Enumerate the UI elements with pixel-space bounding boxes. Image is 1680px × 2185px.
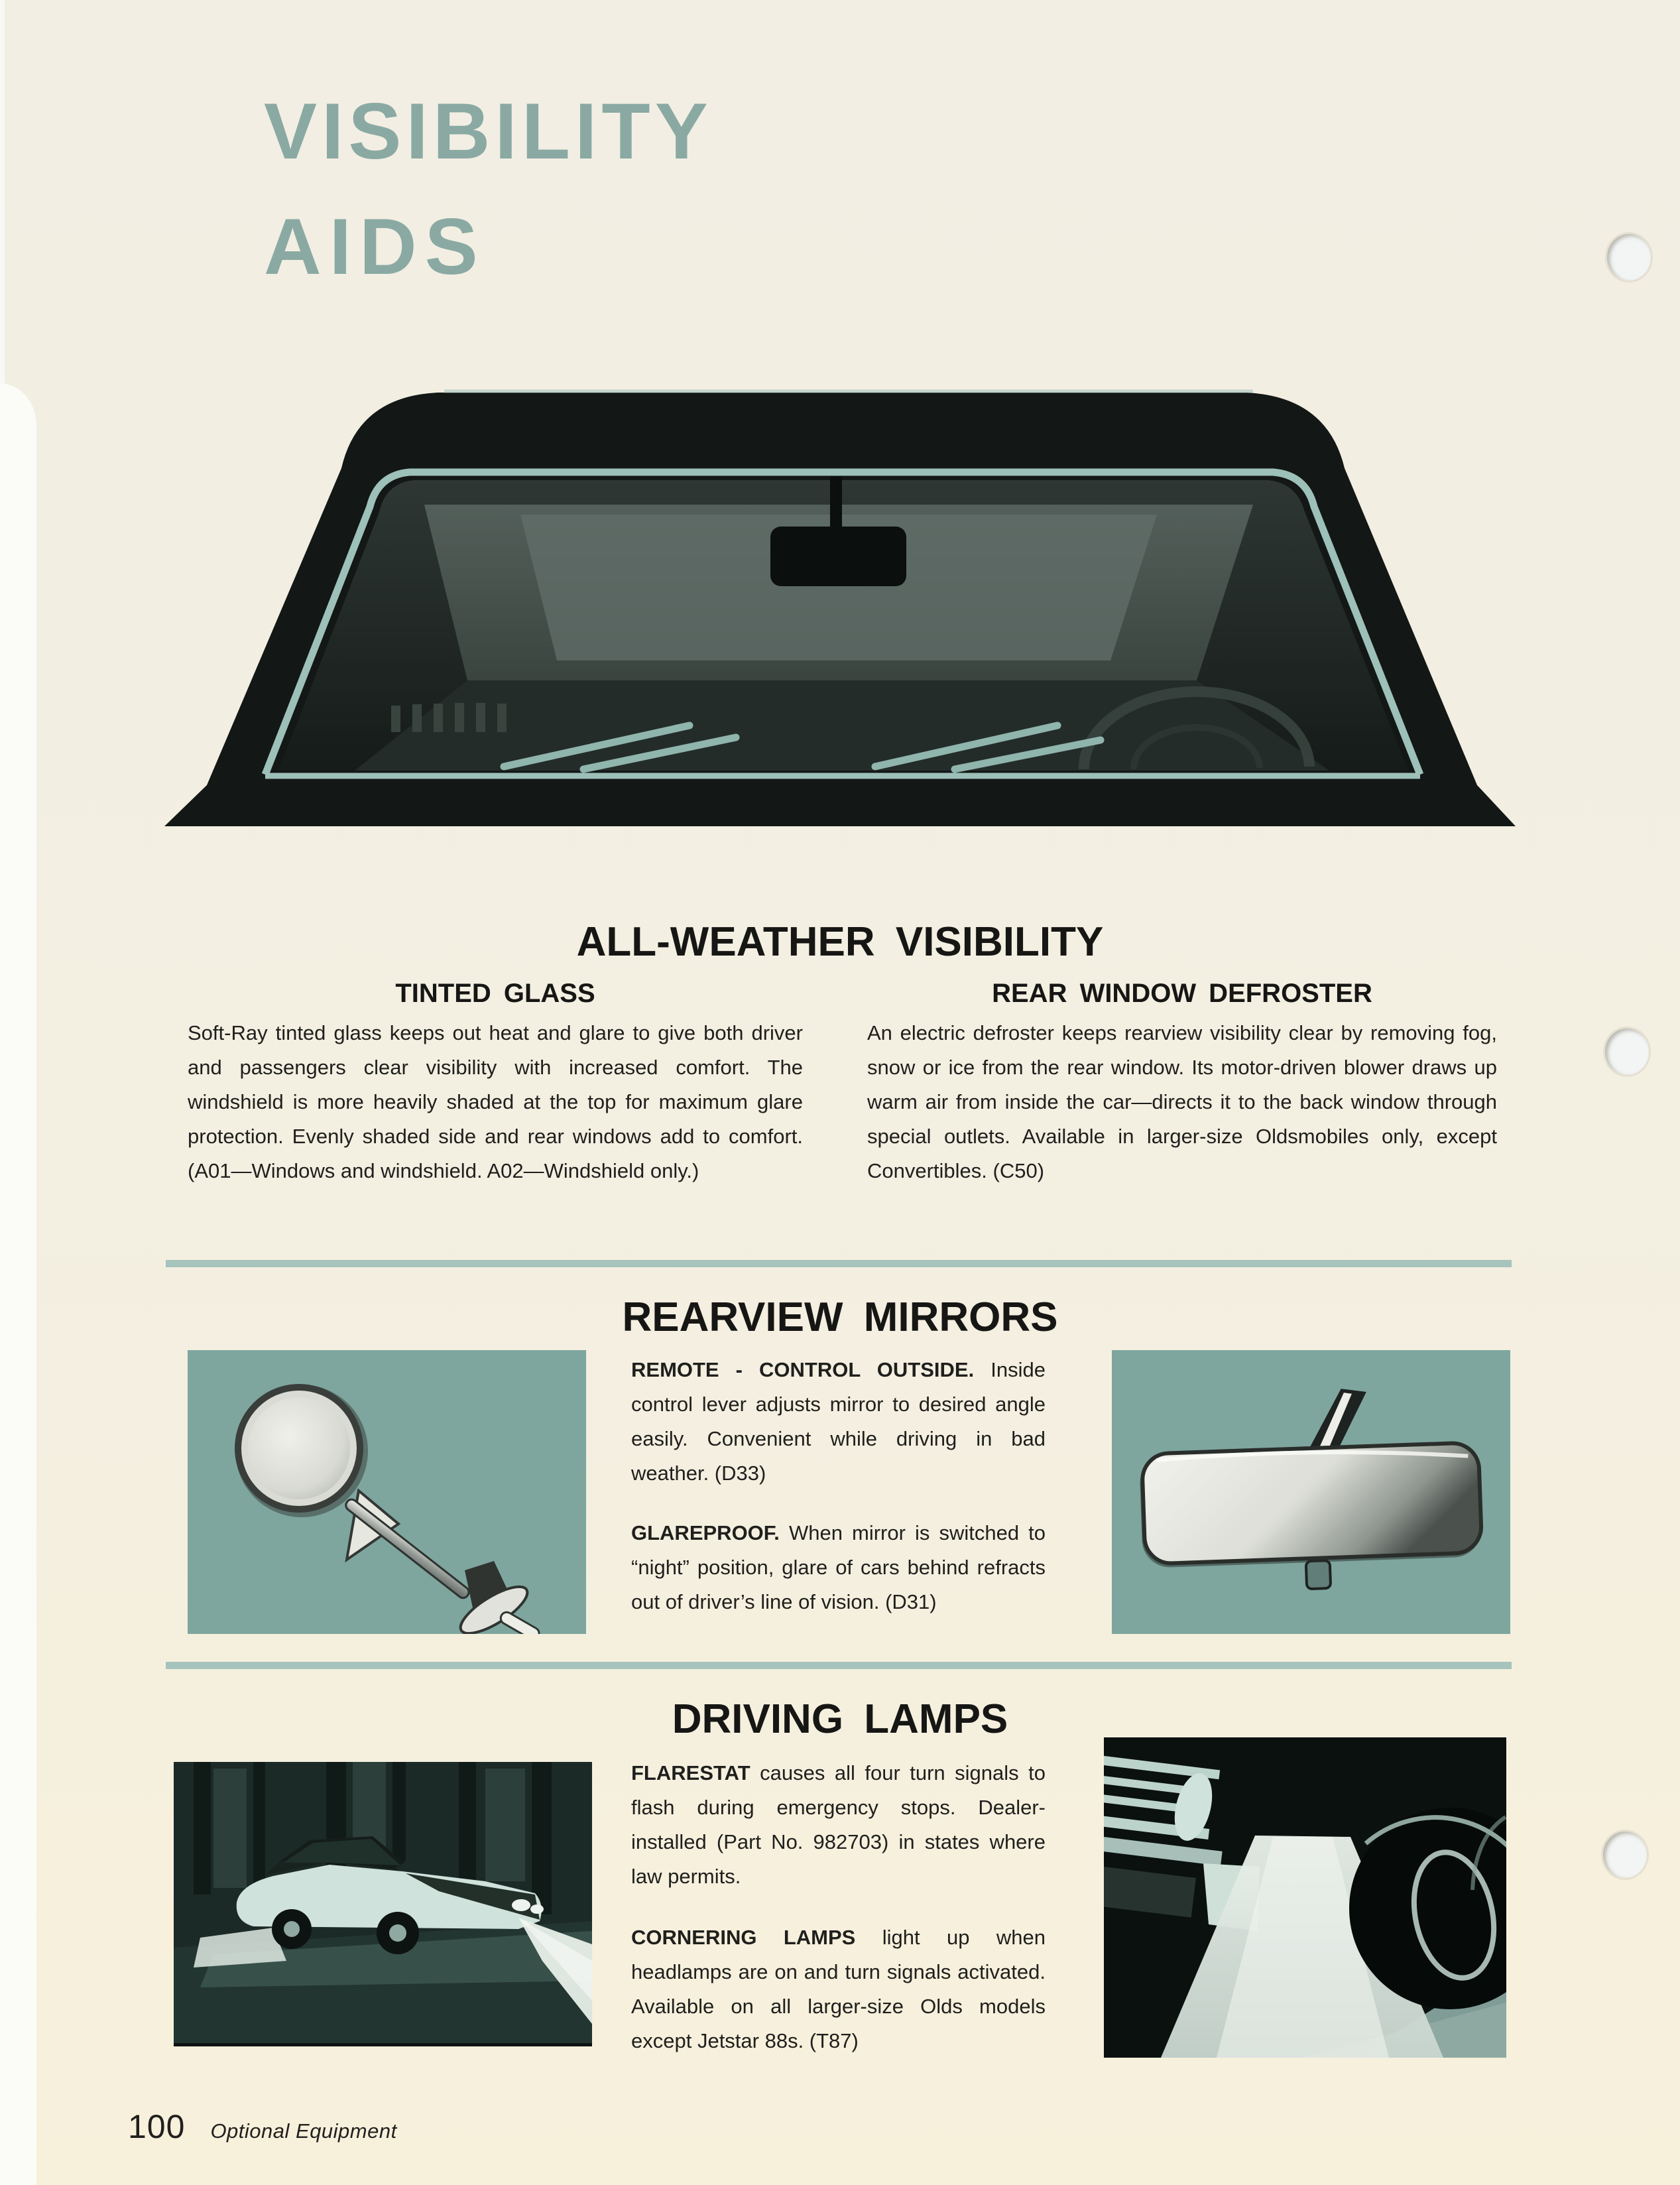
driving-lamps-heading: DRIVING LAMPS <box>672 1696 1008 1742</box>
flarestat-paragraph <box>631 1756 1046 1894</box>
tinted-glass-paragraph: Soft-Ray tinted glass keeps out heat and glare to give both driver and passengers clear visibility with increased comfort. The windshield is more heavily shaded at the top for maximum glare protection. Evenly shaded side and rear windows add to comfort. (A01—Windows and windshield. A02—Windshield only.) <box>188 1021 803 1182</box>
section-divider-2 <box>166 1662 1512 1669</box>
page-footer <box>128 2107 397 2146</box>
cornering-lamps-lead: CORNERING LAMPS <box>631 1926 856 1949</box>
hole-punch-bottom <box>1603 1832 1647 1878</box>
rear-window-photo <box>159 369 1518 826</box>
hole-punch-middle <box>1605 1029 1649 1075</box>
footer-caption: Optional Equipment <box>210 2119 397 2143</box>
glareproof-paragraph <box>631 1516 1046 1619</box>
inside-mirror-photo <box>1112 1350 1510 1634</box>
cornering-lamps-body: light up when headlamps are on and turn signals activated. Available on all larger-size Olds models except Jetstar 88s. (T87) <box>631 1926 1046 2052</box>
remote-control-lead: REMOTE - CONTROL OUTSIDE. <box>631 1358 975 1381</box>
section-divider-1 <box>166 1260 1512 1267</box>
cornering-lamps-paragraph <box>631 1920 1046 2058</box>
rear-window-defroster-heading: REAR WINDOW DEFROSTER <box>992 979 1372 1008</box>
rearview-mirrors-heading: REARVIEW MIRRORS <box>622 1294 1058 1340</box>
tinted-glass-heading: TINTED GLASS <box>395 979 595 1008</box>
outside-mirror-photo <box>188 1350 586 1634</box>
remote-control-paragraph <box>631 1353 1046 1491</box>
remote-control-body: Inside control lever adjusts mirror to desired angle easily. Convenient while driving in bad weather. (D33) <box>631 1358 1046 1485</box>
page-title-line2: AIDS <box>264 202 486 291</box>
glareproof-body: When mirror is switched to “night” position, glare of cars behind refracts out of driver’s line of vision. (D31) <box>631 1521 1046 1613</box>
flarestat-body: causes all four turn signals to flash during emergency stops. Dealer-installed (Part No. 982703) in states where law permits. <box>631 1761 1046 1888</box>
tinted-glass-column <box>188 980 803 1188</box>
cornering-lamp-beam-photo <box>1104 1737 1506 2058</box>
rearview-mirrors-text <box>631 1353 1046 1619</box>
page-number: 100 <box>128 2108 186 2145</box>
hole-punch-top <box>1607 234 1651 281</box>
rear-window-defroster-column <box>867 980 1497 1188</box>
page-title-line1: VISIBILITY <box>264 87 713 176</box>
rear-window-defroster-paragraph: An electric defroster keeps rearview visibility clear by removing fog, snow or ice from the rear window. Its motor-driven blower draws up warm air from inside the car—directs it to the back window through special outlets. Available in larger-size Oldsmobiles only, except Convertibles. (C50) <box>867 1021 1497 1182</box>
flarestat-lead: FLARESTAT <box>631 1761 750 1784</box>
all-weather-heading: ALL-WEATHER VISIBILITY <box>576 919 1104 965</box>
driving-lamps-text <box>631 1756 1046 2058</box>
cornering-lamp-scene-photo <box>174 1762 592 2046</box>
glareproof-lead: GLAREPROOF. <box>631 1521 780 1544</box>
page-notch-curve <box>0 383 36 426</box>
